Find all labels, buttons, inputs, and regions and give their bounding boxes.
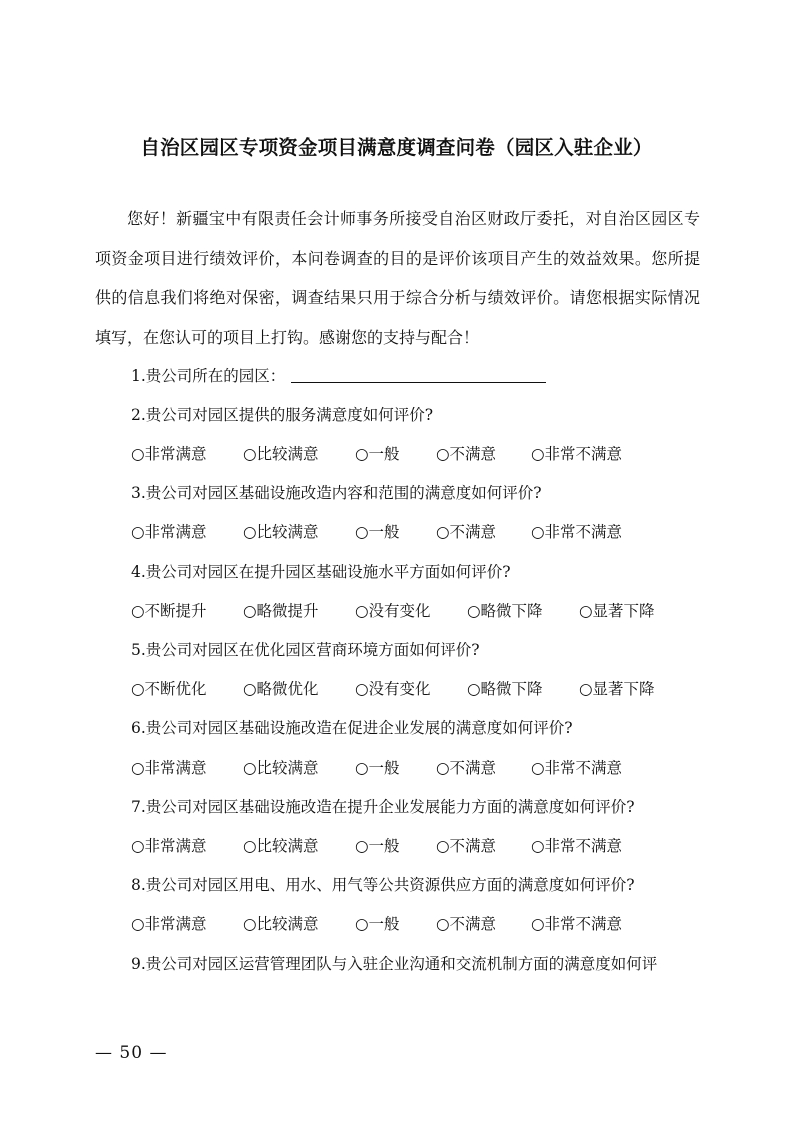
option-significantly-declined[interactable]: ○显著下降 [579,602,655,620]
intro-paragraph [95,199,700,357]
question-8: 8.贵公司对园区用电、用水、用气等公共资源供应方面的满意度如何评价? [131,876,635,894]
option-slightly-declined[interactable]: ○略微下降 [467,680,543,698]
option-fairly-satisfied[interactable]: ○比较满意 [243,523,319,541]
option-no-change[interactable]: ○没有变化 [355,602,431,620]
option-very-satisfied[interactable]: ○非常满意 [131,759,207,777]
page-title: 自治区园区专项资金项目满意度调查问卷（园区入驻企业） [140,136,653,159]
option-very-satisfied[interactable]: ○非常满意 [131,445,207,463]
intro-text: 您好！新疆宝中有限责任会计师事务所接受自治区财政厅委托，对自治区园区专项资金项目进行绩效评价，本问卷调查的目的是评价该项目产生的效益效果。您所提供的信息我们将绝对保密，调查结果只用于综合分析与绩效评价。请您根据实际情况填写，在您认可的项目上打钩。感谢您的支持与配合！ [95,209,700,347]
question-6: 6.贵公司对园区基础设施改造在促进企业发展的满意度如何评价? [131,719,573,737]
option-fairly-satisfied[interactable]: ○比较满意 [243,445,319,463]
option-fairly-satisfied[interactable]: ○比较满意 [243,837,319,855]
option-steadily-optimized[interactable]: ○不断优化 [131,680,207,698]
option-slightly-optimized[interactable]: ○略微优化 [243,680,319,698]
option-very-dissatisfied[interactable]: ○非常不满意 [531,837,623,855]
option-dissatisfied[interactable]: ○不满意 [436,523,497,541]
option-average[interactable]: ○一般 [355,759,400,777]
question-1 [131,364,546,386]
park-name-blank[interactable] [291,368,546,383]
option-average[interactable]: ○一般 [355,445,400,463]
option-slightly-declined[interactable]: ○略微下降 [467,602,543,620]
option-very-dissatisfied[interactable]: ○非常不满意 [531,915,623,933]
option-significantly-declined[interactable]: ○显著下降 [579,680,655,698]
option-very-dissatisfied[interactable]: ○非常不满意 [531,759,623,777]
option-no-change[interactable]: ○没有变化 [355,680,431,698]
option-very-satisfied[interactable]: ○非常满意 [131,915,207,933]
option-average[interactable]: ○一般 [355,837,400,855]
option-slightly-improved[interactable]: ○略微提升 [243,602,319,620]
question-1-text: 1.贵公司所在的园区： [131,367,286,385]
option-dissatisfied[interactable]: ○不满意 [436,837,497,855]
option-very-dissatisfied[interactable]: ○非常不满意 [531,523,623,541]
option-very-satisfied[interactable]: ○非常满意 [131,523,207,541]
option-fairly-satisfied[interactable]: ○比较满意 [243,759,319,777]
option-very-dissatisfied[interactable]: ○非常不满意 [531,445,623,463]
option-dissatisfied[interactable]: ○不满意 [436,759,497,777]
question-9: 9.贵公司对园区运营管理团队与入驻企业沟通和交流机制方面的满意度如何评 [131,955,658,973]
option-steadily-improved[interactable]: ○不断提升 [131,602,207,620]
option-dissatisfied[interactable]: ○不满意 [436,915,497,933]
option-average[interactable]: ○一般 [355,523,400,541]
page-number: — 50 — [95,1043,168,1063]
option-dissatisfied[interactable]: ○不满意 [436,445,497,463]
question-4: 4.贵公司对园区在提升园区基础设施水平方面如何评价? [131,563,511,581]
question-5: 5.贵公司对园区在优化园区营商环境方面如何评价? [131,641,480,659]
option-average[interactable]: ○一般 [355,915,400,933]
option-very-satisfied[interactable]: ○非常满意 [131,837,207,855]
question-2: 2.贵公司对园区提供的服务满意度如何评价? [131,406,434,424]
question-3: 3.贵公司对园区基础设施改造内容和范围的满意度如何评价? [131,484,542,502]
option-fairly-satisfied[interactable]: ○比较满意 [243,915,319,933]
question-7: 7.贵公司对园区基础设施改造在提升企业发展能力方面的满意度如何评价? [131,798,635,816]
